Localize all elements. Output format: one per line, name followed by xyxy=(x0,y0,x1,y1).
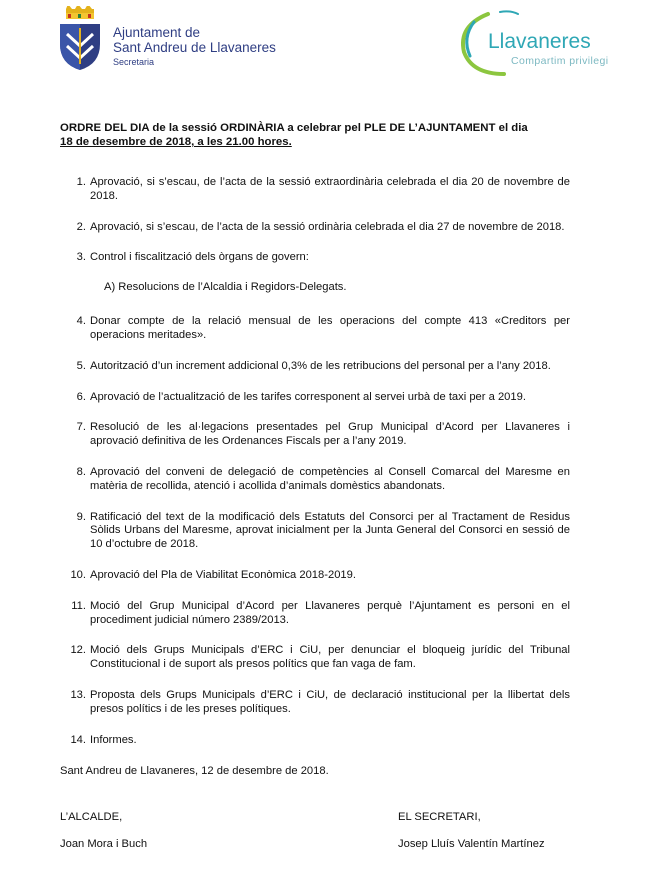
ajuntament-line1: Ajuntament de xyxy=(113,25,201,40)
agenda-item-text: Aprovació de l’actualització de les tarifes corresponent al servei urbà de taxi per a 2019. xyxy=(90,390,526,403)
place-date: Sant Andreu de Llavaneres, 12 de desembre de 2018. xyxy=(60,765,329,777)
agenda-item-text: Moció dels Grups Municipals d’ERC i CiU, per denunciar el bloqueig jurídic del Tribunal Constitucional i de suport als presos polítics que fan vaga de fam. xyxy=(90,644,570,671)
agenda-item-text: Ratificació del text de la modificació dels Estatuts del Consorci per al Tractament de Residus Sòlids Urbans del Maresme, aprovat inicialment per la Junta General del Consorci en sessió de 10 d’octubre de 2018. xyxy=(90,510,570,551)
agenda-item-number: 2. xyxy=(76,220,86,233)
signature-role-secretary: EL SECRETARI, xyxy=(398,811,481,823)
document-title xyxy=(60,121,575,149)
agenda-item-number: 7. xyxy=(76,421,86,434)
agenda-item-number: 4. xyxy=(76,315,86,328)
agenda-item xyxy=(60,734,570,748)
agenda-item xyxy=(60,511,570,552)
agenda-item-text: Aprovació del conveni de delegació de competències al Consell Comarcal del Maresme en matèria de recollida, atenció i acollida d’animals domèstics abandonats. xyxy=(90,465,570,492)
agenda-item xyxy=(60,315,570,343)
agenda-item-text: Moció del Grup Municipal d’Acord per Llavaneres perquè l’Ajuntament es personi en el procediment judicial número 2389/2013. xyxy=(90,599,570,626)
agenda-item xyxy=(60,221,570,235)
agenda-item-text: Resolució de les al·legacions presentades pel Grup Municipal d’Acord per Llavaneres i aprovació definitiva de les Ordenances Fiscals per a l’any 2019. xyxy=(90,421,570,448)
agenda-subitem: A) Resolucions de l’Alcaldia i Regidors-Delegats. xyxy=(104,281,347,293)
agenda-item-text: Proposta dels Grups Municipals d’ERC i CiU, de declaració institucional per la llibertat dels presos polítics i de les preses polítiques. xyxy=(90,688,570,715)
letterhead xyxy=(0,0,649,90)
signature-name-secretary: Josep Lluís Valentín Martínez xyxy=(398,838,545,850)
ajuntament-line2: Sant Andreu de Llavaneres xyxy=(113,40,276,55)
agenda-item-text: Informes. xyxy=(90,733,137,746)
agenda-list xyxy=(60,176,570,747)
agenda-item-number: 10. xyxy=(70,568,86,581)
agenda-item-text: Autorització d’un increment addicional 0,3% de les retribucions del personal per a l’any 2018. xyxy=(90,359,551,372)
signature-role-mayor: L’ALCALDE, xyxy=(60,811,123,823)
title-line1: ORDRE DEL DIA de la sessió ORDINÀRIA a celebrar pel PLE DE L’AJUNTAMENT el dia xyxy=(60,122,528,134)
logo-name: Llavaneres xyxy=(488,30,591,53)
agenda-item xyxy=(60,176,570,204)
ajuntament-name xyxy=(113,25,276,69)
agenda-item xyxy=(60,600,570,628)
agenda-item-text: Aprovació, si s’escau, de l’acta de la sessió extraordinària celebrada el dia 20 de novembre de 2018. xyxy=(90,176,570,202)
agenda-item-number: 8. xyxy=(76,465,86,478)
agenda-item-number: 12. xyxy=(70,644,86,657)
agenda-item-number: 1. xyxy=(76,176,86,188)
agenda-item xyxy=(60,466,570,494)
department-label: Secretaria xyxy=(113,57,155,67)
agenda-item-text: Aprovació, si s’escau, de l’acta de la sessió ordinària celebrada el dia 27 de novembre de 2018. xyxy=(90,220,565,233)
agenda-item-number: 11. xyxy=(71,599,86,612)
agenda-item xyxy=(60,251,570,265)
agenda-item-text: Donar compte de la relació mensual de les operacions del compte 413 «Creditors per operacions meritades». xyxy=(90,315,570,341)
agenda-item-number: 6. xyxy=(76,390,86,403)
agenda-item-number: 3. xyxy=(76,251,86,264)
agenda-item-number: 5. xyxy=(76,359,86,372)
municipal-crest-logo xyxy=(57,6,103,72)
agenda-item xyxy=(60,360,570,374)
agenda-item xyxy=(60,569,570,583)
agenda-item xyxy=(60,391,570,405)
agenda-item-text: Control i fiscalització dels òrgans de govern: xyxy=(90,251,309,264)
agenda-item xyxy=(60,644,570,672)
agenda-item xyxy=(60,689,570,717)
signature-name-mayor: Joan Mora i Buch xyxy=(60,838,148,850)
title-line2: 18 de desembre de 2018, a les 21.00 hores. xyxy=(60,136,292,148)
agenda-item-number: 13. xyxy=(70,688,86,701)
agenda-item-number: 9. xyxy=(76,510,86,523)
agenda-item xyxy=(60,421,570,449)
logo-tagline: Compartim privilegi xyxy=(511,55,609,67)
agenda-item-number: 14. xyxy=(70,733,86,746)
agenda-item-text: Aprovació del Pla de Viabilitat Econòmica 2018-2019. xyxy=(90,568,356,581)
